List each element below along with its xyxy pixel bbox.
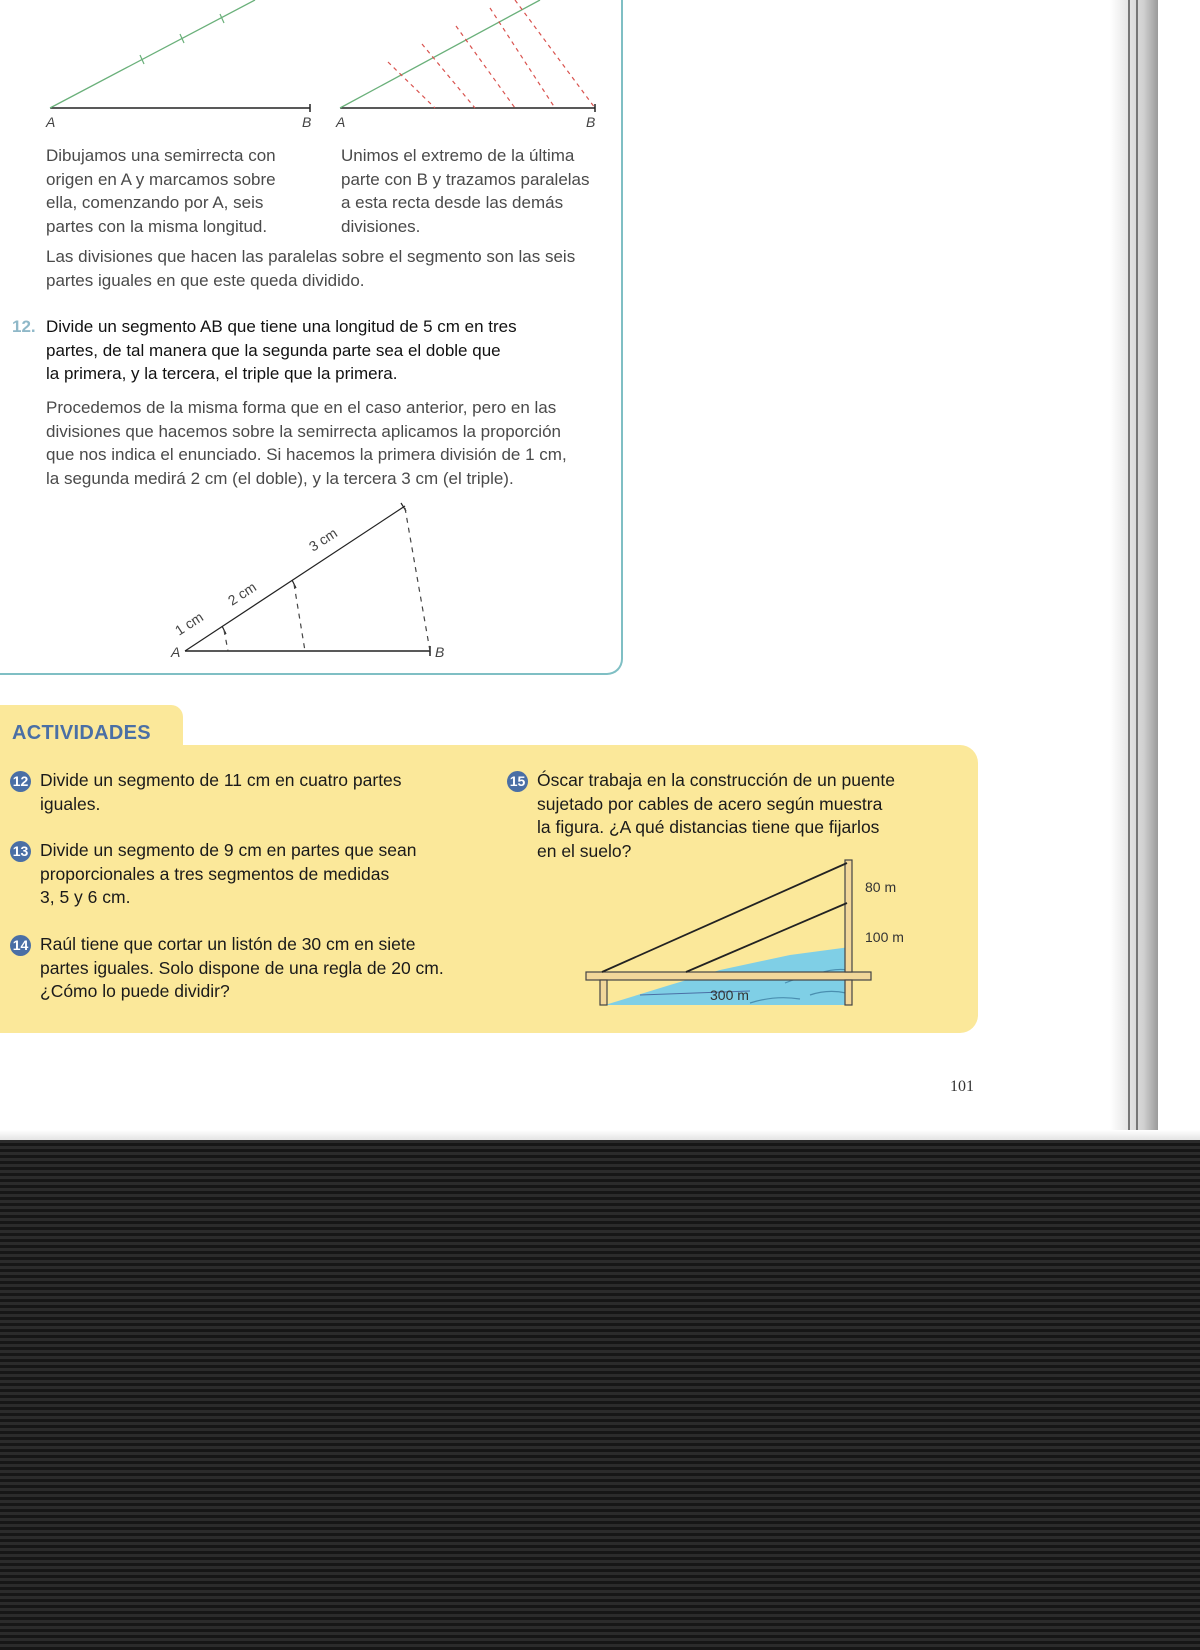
text-line: Dibujamos una semirrecta con [46,146,276,165]
height-80-label: 80 m [865,879,897,895]
text-line: la primera, y la tercera, el triple que la primera. [46,364,398,383]
activity-badge: 14 [10,935,31,956]
text-line: Las divisiones que hacen las paralelas sobre el segmento son las seis [46,247,576,266]
text-line: Divide un segmento de 11 cm en cuatro partes [40,770,402,790]
text-line: en el suelo? [537,840,632,861]
height-100-label: 100 m [865,929,904,945]
text-line: partes con la misma longitud. [46,216,268,236]
point-b-label: B [435,644,445,660]
activity-badge: 12 [10,771,31,792]
text-line: proporcionales a tres segmentos de medidas [40,863,390,884]
text-line: que nos indica el enunciado. Si hacemos la primera división de 1 cm, [46,445,567,464]
text-line: Divide un segmento AB que tiene una longitud de 5 cm en tres [46,317,517,336]
page-stack-line [1128,0,1130,1130]
point-a-label: A [46,114,56,130]
step-left-text [46,144,306,238]
segment-1cm-label: 1 cm [171,608,207,639]
segment-2cm-label: 2 cm [224,578,260,609]
text-line: partes, de tal manera que la segunda parte sea el doble que [46,340,501,360]
figure-semirrecta [40,0,320,135]
activity-badge: 15 [507,771,528,792]
text-line: ella, comenzando por A, seis [46,193,264,212]
text-line: partes iguales en que este queda dividido. [46,270,365,290]
text-line: Divide un segmento de 9 cm en partes que sean [40,840,417,860]
text-line: parte con B y trazamos paralelas [341,169,590,189]
figure-proporcional [165,498,455,668]
activities-title: ACTIVIDADES [12,722,151,744]
text-line: sujetado por cables de acero según muestra [537,793,883,814]
scanner-background [0,1140,1200,1650]
step-right-text [341,144,611,238]
text-line: divisiones que hacemos sobre la semirrecta aplicamos la proporción [46,421,561,441]
figure-paralelas [330,0,610,135]
text-line: Procedemos de la misma forma que en el caso anterior, pero en las [46,398,557,417]
example-solution [46,396,611,490]
point-a-label: A [336,114,346,130]
activity-text [40,933,480,1004]
text-line: divisiones. [341,216,421,236]
page-number: 101 [950,1078,974,1095]
text-line: la segunda medirá 2 cm (el doble), y la tercera 3 cm (el triple). [46,468,514,488]
example-number: 12. [12,317,36,336]
text-line: ¿Cómo lo puede dividir? [40,981,230,1001]
point-b-label: B [302,114,312,130]
segment-3cm-label: 3 cm [305,524,341,555]
text-line: Óscar trabaja en la construcción de un puente [537,770,895,790]
activity-text [537,769,937,863]
text-line: origen en A y marcamos sobre [46,169,276,189]
page-stack-line [1136,0,1138,1130]
text-line: Unimos el extremo de la última [341,146,575,165]
text-line: la figura. ¿A qué distancias tiene que fijarlos [537,817,880,837]
activity-badge: 13 [10,841,31,862]
text-line: partes iguales. Solo dispone de una regla de 20 cm. [40,957,444,978]
page-edge-shadow [1110,0,1158,1140]
base-300-label: 300 m [710,987,749,1003]
text-line: a esta recta desde las demás [341,193,564,212]
text-line: Raúl tiene que cortar un listón de 30 cm en siete [40,934,416,954]
conclusion-text [46,245,606,292]
text-line: 3, 5 y 6 cm. [40,887,131,907]
point-a-label: A [171,644,181,660]
bridge-figure [580,855,915,1010]
point-b-label: B [586,114,596,130]
activity-text [40,839,460,910]
example-statement [46,315,606,386]
text-line: iguales. [40,793,101,814]
activity-text [40,769,460,816]
